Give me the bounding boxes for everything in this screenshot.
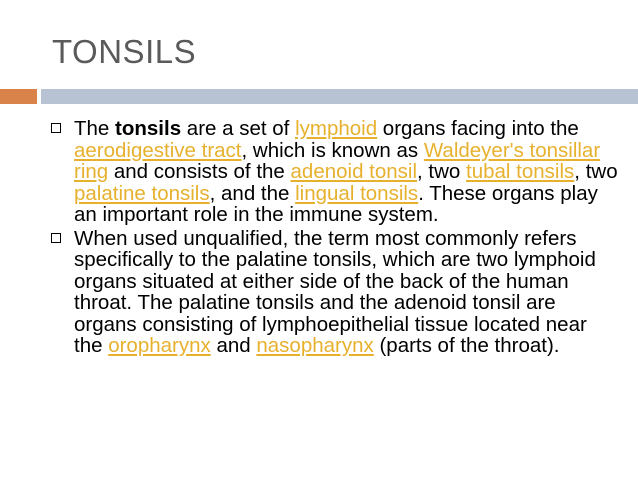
- text-segment: When used unqualified, the term most commonly refers specifically to the palatine tonsils, which are two lymphoid organs situated at either side of the back of the human throat. The palatine tonsils and the adenoid tonsil are organs consisting of lymphoepithelial tissue located near the: [74, 226, 596, 357]
- text-segment: , two: [417, 160, 467, 183]
- link-waldeyers-tonsillar-ring[interactable]: Waldeyer's tonsillar ring: [74, 138, 601, 183]
- link-lingual-tonsils[interactable]: lingual tonsils: [295, 181, 419, 205]
- bullet-list: [48, 118, 618, 359]
- link-adenoid-tonsil[interactable]: adenoid tonsil: [290, 160, 418, 183]
- link-aerodigestive-tract[interactable]: aerodigestive tract: [74, 138, 242, 162]
- link-lymphoid[interactable]: lymphoid: [295, 117, 378, 140]
- square-bullet-icon: [51, 233, 61, 243]
- link-oropharynx[interactable]: oropharynx: [108, 334, 211, 357]
- text-segment: , two: [574, 160, 618, 183]
- text-segment: and consists of the: [108, 160, 291, 183]
- text-segment: , and the: [209, 181, 296, 205]
- square-bullet-icon: [51, 123, 61, 133]
- text-segment: are a set of: [181, 117, 296, 140]
- text-segment: and: [210, 334, 257, 357]
- accent-bar-gray: [41, 89, 638, 104]
- bullet-text: [74, 227, 596, 358]
- link-nasopharynx[interactable]: nasopharynx: [256, 334, 374, 357]
- text-segment: , which is known as: [241, 138, 424, 162]
- text-segment: . These organs play an important role in the immune system.: [74, 181, 598, 226]
- text-segment: (parts of the throat).: [373, 334, 560, 357]
- bold-term-tonsils: tonsils: [115, 117, 182, 140]
- bullet-item-2: [48, 228, 618, 357]
- bullet-item-1: [48, 118, 618, 226]
- slide-title: TONSILS: [52, 33, 197, 70]
- link-tubal-tonsils[interactable]: tubal tonsils: [466, 160, 575, 183]
- accent-bar-orange: [0, 89, 37, 104]
- text-segment: organs facing into the: [377, 117, 579, 140]
- link-palatine-tonsils[interactable]: palatine tonsils: [74, 181, 210, 205]
- text-segment: The: [74, 117, 116, 140]
- bullet-text: [74, 117, 618, 226]
